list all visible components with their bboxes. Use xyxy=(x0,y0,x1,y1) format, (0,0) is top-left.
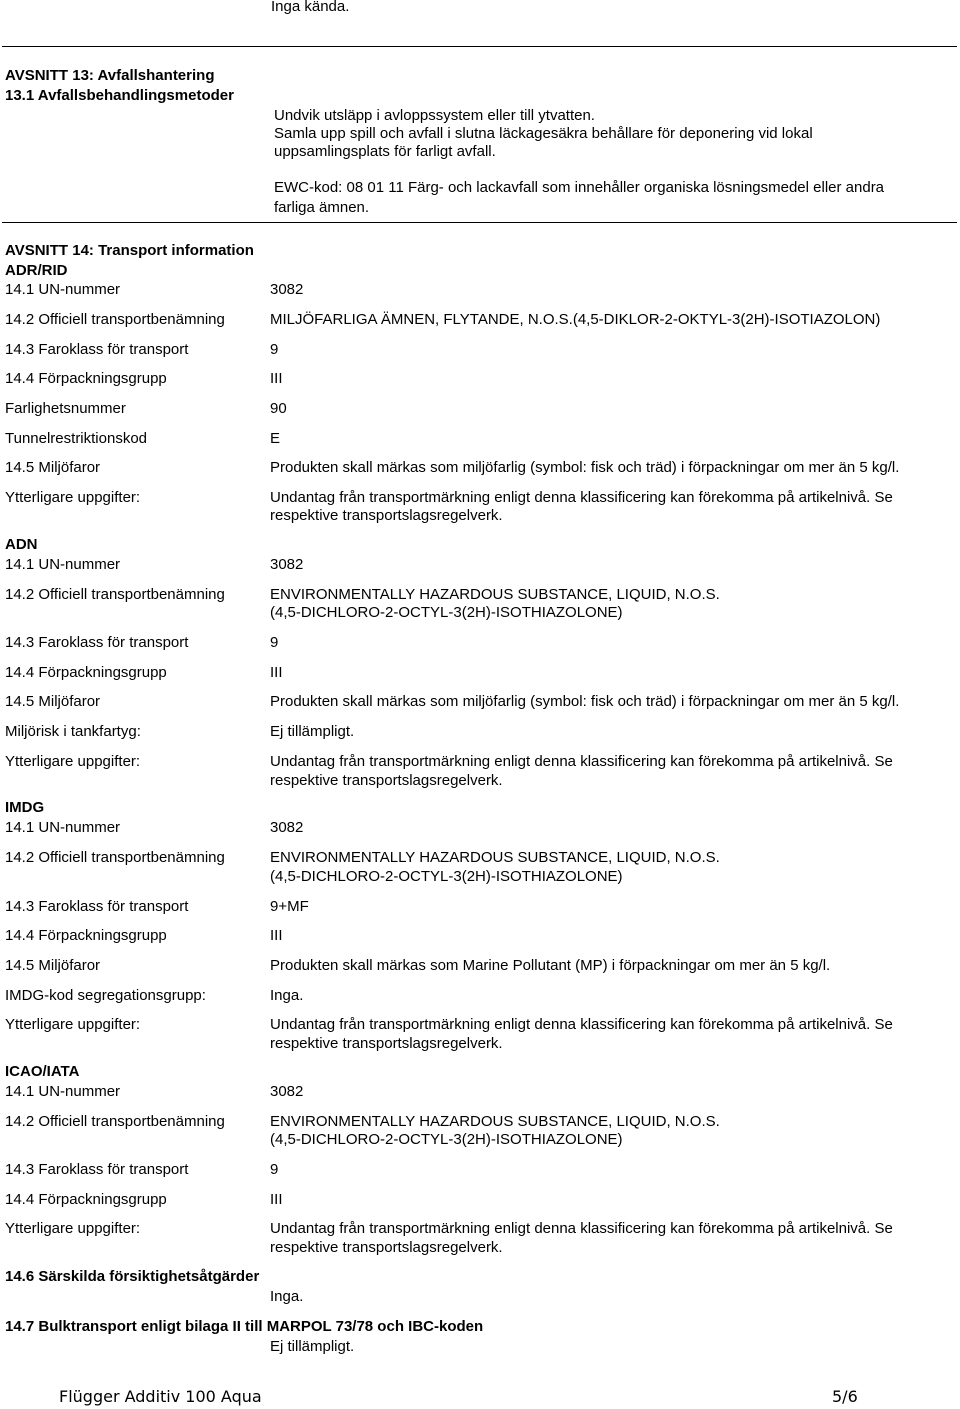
imdg-name-label: 14.2 Officiell transportbenämning xyxy=(5,849,225,866)
adr-env-value: Produkten skall märkas som miljöfarlig (symbol: fisk och träd) i förpackningar om mer än 5 kg/l. xyxy=(270,459,900,476)
imdg-extra-line: respektive transportslagsregelverk. xyxy=(270,1035,503,1052)
disposal-text-line: Undvik utsläpp i avloppssystem eller till ytvatten. xyxy=(274,107,595,124)
adn-pg-label: 14.4 Förpackningsgrupp xyxy=(5,664,167,681)
section-14-heading: AVSNITT 14: Transport information xyxy=(5,242,254,259)
adn-heading: ADN xyxy=(5,536,38,553)
special-precautions-heading: 14.6 Särskilda försiktighetsåtgärder xyxy=(5,1268,260,1285)
section-divider xyxy=(2,46,957,47)
icao-name-line: (4,5-DICHLORO-2-OCTYL-3(2H)-ISOTHIAZOLONE) xyxy=(270,1131,623,1148)
adr-tunnel-value: E xyxy=(270,430,281,447)
section-13-heading: AVSNITT 13: Avfallshantering xyxy=(5,67,215,84)
imdg-env-label: 14.5 Miljöfaror xyxy=(5,957,101,974)
icao-un-value: 3082 xyxy=(270,1083,304,1100)
adn-name-line: (4,5-DICHLORO-2-OCTYL-3(2H)-ISOTHIAZOLONE) xyxy=(270,604,623,621)
ewc-code-line: EWC-kod: 08 01 11 Färg- och lackavfall som innehåller organiska lösningsmedel eller andra xyxy=(274,179,885,196)
icao-name-line: ENVIRONMENTALLY HAZARDOUS SUBSTANCE, LIQUID, N.O.S. xyxy=(270,1113,720,1130)
disposal-text-line: uppsamlingsplats för farligt avfall. xyxy=(274,143,496,160)
imdg-extra-line: Undantag från transportmärkning enligt denna klassificering kan förekomma på artikelnivå. Se xyxy=(270,1016,893,1033)
bulk-transport-heading: 14.7 Bulktransport enligt bilaga II till MARPOL 73/78 och IBC-koden xyxy=(5,1318,484,1335)
adr-name-value: MILJÖFARLIGA ÄMNEN, FLYTANDE, N.O.S.(4,5-DIKLOR-2-OKTYL-3(2H)-ISOTIAZOLON) xyxy=(270,311,881,328)
adr-un-value: 3082 xyxy=(270,281,304,298)
imdg-segregation-label: IMDG-kod segregationsgrupp: xyxy=(5,987,206,1004)
adn-tank-label: Miljörisk i tankfartyg: xyxy=(5,723,141,740)
imdg-pg-label: 14.4 Förpackningsgrupp xyxy=(5,927,167,944)
imdg-name-line: (4,5-DICHLORO-2-OCTYL-3(2H)-ISOTHIAZOLONE) xyxy=(270,868,623,885)
adn-pg-value: III xyxy=(270,664,283,681)
adr-hazard-number-label: Farlighetsnummer xyxy=(5,400,126,417)
adn-extra-line: respektive transportslagsregelverk. xyxy=(270,772,503,789)
adr-class-value: 9 xyxy=(270,341,279,358)
adn-extra-line: Undantag från transportmärkning enligt denna klassificering kan förekomma på artikelnivå. Se xyxy=(270,753,893,770)
adn-name-label: 14.2 Officiell transportbenämning xyxy=(5,586,225,603)
adr-extra-label: Ytterligare uppgifter: xyxy=(5,489,141,506)
icao-extra-line: respektive transportslagsregelverk. xyxy=(270,1239,503,1256)
special-precautions-value: Inga. xyxy=(270,1288,304,1305)
footer-product-name: Flügger Additiv 100 Aqua xyxy=(59,1387,262,1406)
continued-text: Inga kända. xyxy=(271,0,350,15)
imdg-pg-value: III xyxy=(270,927,283,944)
icao-pg-value: III xyxy=(270,1191,283,1208)
imdg-class-value: 9+MF xyxy=(270,898,309,915)
icao-un-label: 14.1 UN-nummer xyxy=(5,1083,121,1100)
adr-env-label: 14.5 Miljöfaror xyxy=(5,459,101,476)
footer-page-number: 5/6 xyxy=(832,1387,858,1406)
adn-name-line: ENVIRONMENTALLY HAZARDOUS SUBSTANCE, LIQUID, N.O.S. xyxy=(270,586,720,603)
imdg-un-label: 14.1 UN-nummer xyxy=(5,819,121,836)
adn-class-value: 9 xyxy=(270,634,279,651)
imdg-heading: IMDG xyxy=(5,799,45,816)
adn-extra-label: Ytterligare uppgifter: xyxy=(5,753,141,770)
adn-env-label: 14.5 Miljöfaror xyxy=(5,693,101,710)
bulk-transport-value: Ej tillämpligt. xyxy=(270,1338,355,1355)
adr-extra-line: Undantag från transportmärkning enligt denna klassificering kan förekomma på artikelnivå. Se xyxy=(270,489,893,506)
icao-extra-label: Ytterligare uppgifter: xyxy=(5,1220,141,1237)
adr-pg-value: III xyxy=(270,370,283,387)
adr-name-label: 14.2 Officiell transportbenämning xyxy=(5,311,225,328)
imdg-extra-label: Ytterligare uppgifter: xyxy=(5,1016,141,1033)
section-divider xyxy=(2,222,957,223)
adn-un-label: 14.1 UN-nummer xyxy=(5,556,121,573)
adn-class-label: 14.3 Faroklass för transport xyxy=(5,634,189,651)
icao-class-value: 9 xyxy=(270,1161,279,1178)
adr-un-label: 14.1 UN-nummer xyxy=(5,281,121,298)
section-13-1-heading: 13.1 Avfallsbehandlingsmetoder xyxy=(5,87,234,104)
icao-pg-label: 14.4 Förpackningsgrupp xyxy=(5,1191,167,1208)
adr-pg-label: 14.4 Förpackningsgrupp xyxy=(5,370,167,387)
adr-class-label: 14.3 Faroklass för transport xyxy=(5,341,189,358)
adr-hazard-number-value: 90 xyxy=(270,400,287,417)
imdg-env-value: Produkten skall märkas som Marine Pollutant (MP) i förpackningar om mer än 5 kg/l. xyxy=(270,957,831,974)
adr-tunnel-label: Tunnelrestriktionskod xyxy=(5,430,148,447)
adn-env-value: Produkten skall märkas som miljöfarlig (symbol: fisk och träd) i förpackningar om mer än 5 kg/l. xyxy=(270,693,900,710)
disposal-text-line: Samla upp spill och avfall i slutna läckagesäkra behållare för deponering vid lokal xyxy=(274,125,813,142)
adr-heading: ADR/RID xyxy=(5,262,68,279)
imdg-class-label: 14.3 Faroklass för transport xyxy=(5,898,189,915)
icao-name-label: 14.2 Officiell transportbenämning xyxy=(5,1113,225,1130)
imdg-name-line: ENVIRONMENTALLY HAZARDOUS SUBSTANCE, LIQUID, N.O.S. xyxy=(270,849,720,866)
icao-class-label: 14.3 Faroklass för transport xyxy=(5,1161,189,1178)
adn-tank-value: Ej tillämpligt. xyxy=(270,723,355,740)
imdg-segregation-value: Inga. xyxy=(270,987,304,1004)
imdg-un-value: 3082 xyxy=(270,819,304,836)
ewc-code-line: farliga ämnen. xyxy=(274,199,370,216)
icao-heading: ICAO/IATA xyxy=(5,1063,80,1080)
icao-extra-line: Undantag från transportmärkning enligt denna klassificering kan förekomma på artikelnivå. Se xyxy=(270,1220,893,1237)
adr-extra-line: respektive transportslagsregelverk. xyxy=(270,507,503,524)
adn-un-value: 3082 xyxy=(270,556,304,573)
